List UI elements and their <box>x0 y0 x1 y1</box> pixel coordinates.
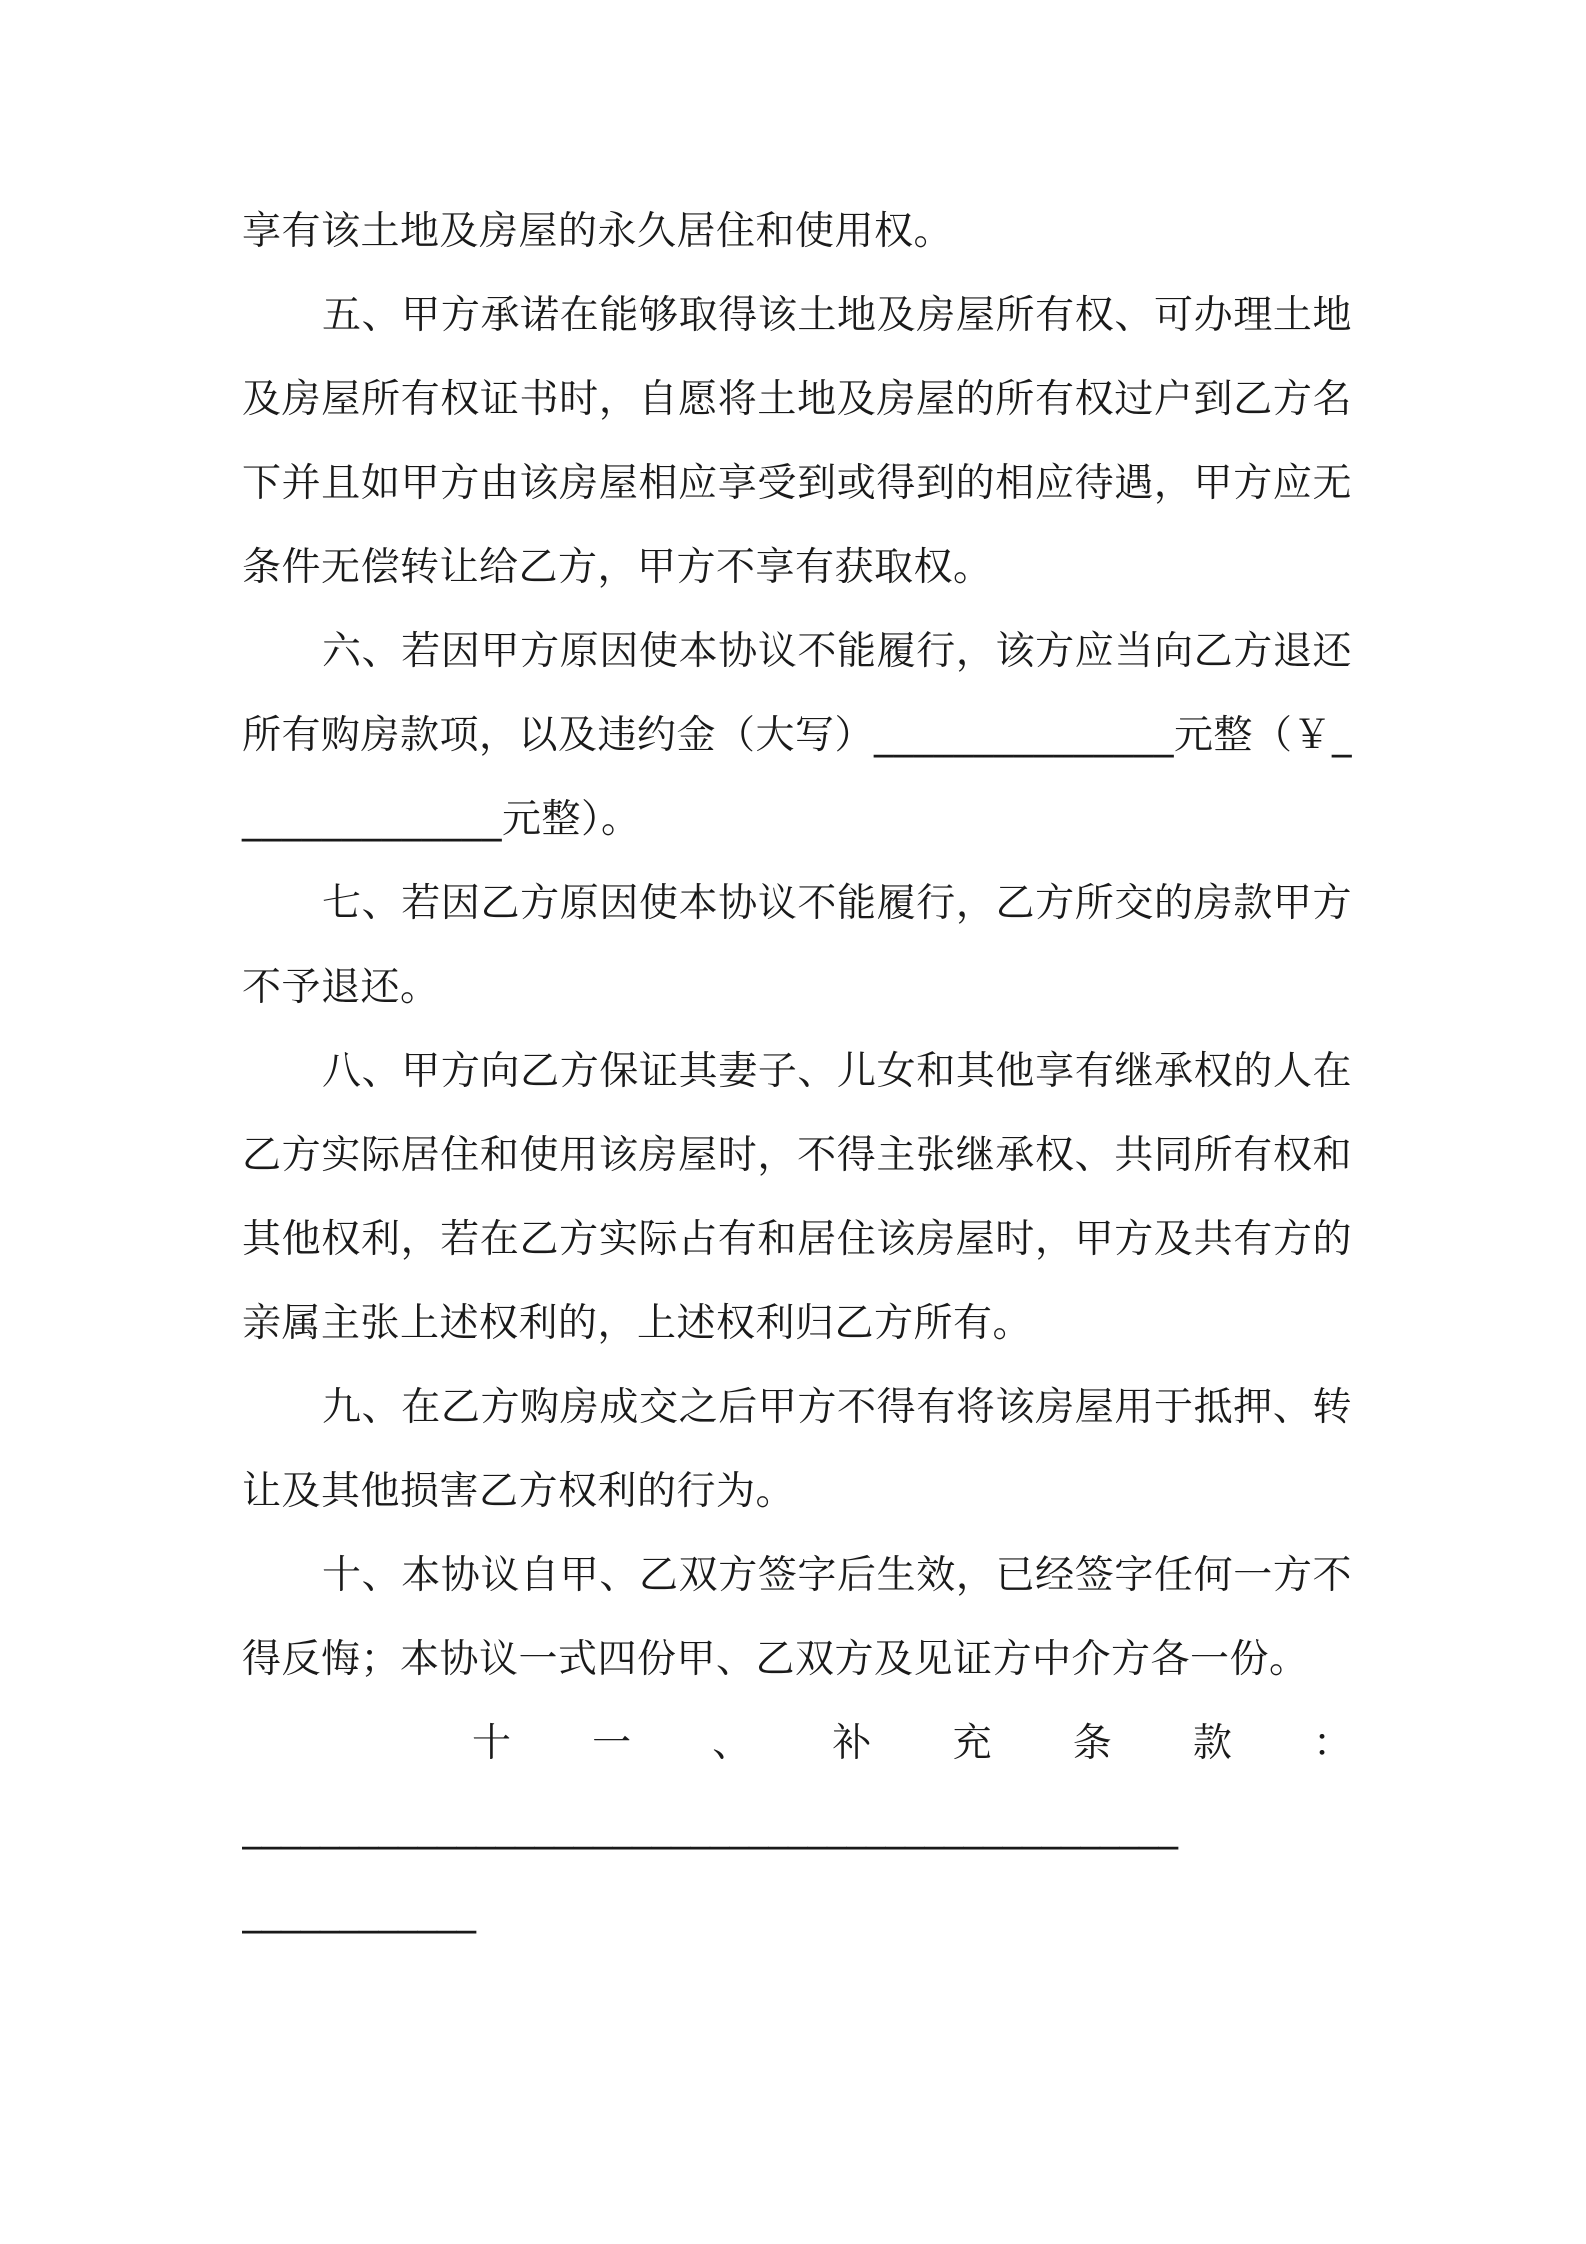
document-body <box>242 190 1352 1954</box>
clause-11-heading <box>242 1702 1352 1786</box>
clause-11-char: 充 <box>952 1721 992 1766</box>
clause-10: 十、本协议自甲、乙双方签字后生效，已经签字任何一方不得反悔；本协议一式四份甲、乙双方及见证方中介方各一份。 <box>242 1553 1352 1682</box>
clause-11-char: 补 <box>832 1721 872 1766</box>
clause-7: 七、若因乙方原因使本协议不能履行，乙方所交的房款甲方不予退还。 <box>242 881 1352 1010</box>
clause-11-char: 一 <box>592 1721 632 1766</box>
clause-5: 五、甲方承诺在能够取得该土地及房屋所有权、可办理土地及房屋所有权证书时，自愿将土地及房屋的所有权过户到乙方名下并且如甲方由该房屋相应享受到或得到的相应待遇，甲方应无条件无偿转让给乙方，甲方不享有获取权。 <box>242 293 1352 590</box>
clause-8: 八、甲方向乙方保证其妻子、儿女和其他享有继承权的人在乙方实际居住和使用该房屋时，不得主张继承权、共同所有权和其他权利，若在乙方实际占有和居住该房屋时，甲方及共有方的亲属主张上述权利的，上述权利归乙方所有。 <box>242 1049 1352 1346</box>
clause-11-char: 十 <box>472 1721 512 1766</box>
clause-11-char: ： <box>1312 1721 1352 1766</box>
clause-11-char: 条 <box>1072 1721 1112 1766</box>
clause-9: 九、在乙方购房成交之后甲方不得有将该房屋用于抵押、转让及其他损害乙方权利的行为。 <box>242 1385 1352 1514</box>
clause-6: 六、若因甲方原因使本协议不能履行，该方应当向乙方退还所有购房款项，以及违约金（大写）_______________元整（￥______________元整）。 <box>242 629 1353 842</box>
paragraph-continuation: 享有该土地及房屋的永久居住和使用权。 <box>242 209 954 254</box>
supplementary-blank-line-end: ____________ <box>242 1889 476 1934</box>
supplementary-blank-line: ________________________________________________ <box>242 1805 1178 1850</box>
clause-11-char: 款 <box>1192 1721 1232 1766</box>
clause-11-char: 、 <box>712 1721 752 1766</box>
